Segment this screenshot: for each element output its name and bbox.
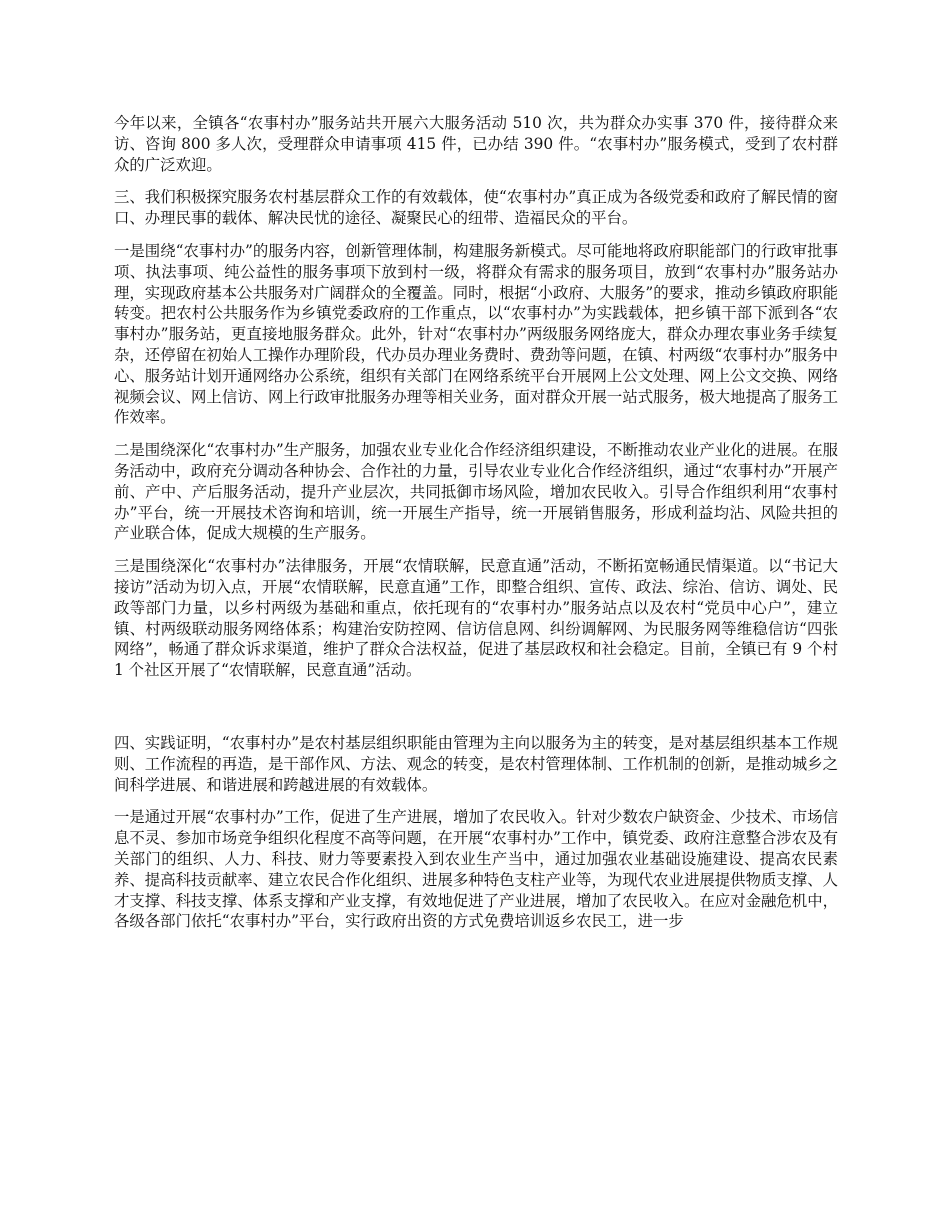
paragraph-production-service: 二是围绕深化“农事村办”生产服务，加强农业专业化合作经济组织建设，不断推动农业产业化的进展。在服务活动中，政府充分调动各种协会、合作社的力量，引导农业专业化合作经济组织，通过“农事村办”开展产前、产中、产后服务活动，提升产业层次，共同抵御市场风险，增加农民收入。引导合作组织利用“农事村办”平台，统一开展技术咨询和培训，统一开展生产指导，统一开展销售服务，形成利益均沾、风险共担的产业联合体，促成大规模的生产服务。: [114, 441, 838, 543]
section-spacer: [114, 693, 838, 733]
paragraph-section-four: 四、实践证明，“农事村办”是农村基层组织职能由管理为主向以服务为主的转变，是对基层组织基本工作规则、工作流程的再造，是干部作风、方法、观念的转变，是农村管理体制、工作机制的创新，是推动城乡之间科学进展、和谐进展和跨越进展的有效载体。: [114, 733, 838, 794]
paragraph-service-content: 一是围绕“农事村办”的服务内容，创新管理体制，构建服务新模式。尽可能地将政府职能部门的行政审批事项、执法事项、纯公益性的服务事项下放到村一级，将群众有需求的服务项目，放到“农事村办”服务站办理，实现政府基本公共服务对广阔群众的全覆盖。同时，根据“小政府、大服务”的要求，推动乡镇政府职能转变。把农村公共服务作为乡镇党委政府的工作重点，以“农事村办”为实践载体，把乡镇干部下派到各“农事村办”服务站，更直接地服务群众。此外，针对“农事村办”两级服务网络庞大，群众办理农事业务手续复杂，还停留在初始人工操作办理阶段，代办员办理业务费时、费劲等问题，在镇、村两级“农事村办”服务中心、服务站计划开通网络办公系统，组织有关部门在网络系统平台开展网上公文处理、网上公文交换、网络视频会议、网上信访、网上行政审批服务办理等相关业务，面对群众开展一站式服务，极大地提高了服务工作效率。: [114, 241, 838, 427]
paragraph-legal-service: 三是围绕深化“农事村办”法律服务，开展“农情联解，民意直通”活动，不断拓宽畅通民情渠道。以“书记大接访”活动为切入点，开展“农情联解，民意直通”工作，即整合组织、宣传、政法、综治、信访、调处、民政等部门力量，以乡村两级为基础和重点，依托现有的“农事村办”服务站点以及农村“党员中心户”，建立镇、村两级联动服务网络体系；构建治安防控网、信访信息网、纠纷调解网、为民服务网等维稳信访“四张网络”，畅通了群众诉求渠道，维护了群众合法权益，促进了基层政权和社会稳定。目前，全镇已有 9 个村 1 个社区开展了“农情联解，民意直通”活动。: [114, 557, 838, 680]
paragraph-income-growth: 一是通过开展“农事村办”工作，促进了生产进展，增加了农民收入。针对少数农户缺资金、少技术、市场信息不灵、参加市场竞争组织化程度不高等问题，在开展“农事村办”工作中，镇党委、政府注意整合涉农及有关部门的组织、人力、科技、财力等要素投入到农业生产当中，通过加强农业基础设施建设、提高农民素养、提高科技贡献率、建立农民合作化组织、进展多种特色支柱产业等，为现代农业进展提供物质支撑、人才支撑、科技支撑、体系支撑和产业支撑，有效地促进了产业进展，增加了农民收入。在应对金融危机中，各级各部门依托“农事村办”平台，实行政府出资的方式免费培训返乡农民工，进一步: [114, 808, 838, 931]
paragraph-section-three: 三、我们积极探究服务农村基层群众工作的有效载体，使“农事村办”真正成为各级党委和政府了解民情的窗口、办理民事的载体、解决民忧的途径、凝聚民心的纽带、造福民众的平台。: [114, 188, 838, 228]
document-page: [114, 113, 838, 944]
paragraph-service-stats: 今年以来，全镇各“农事村办”服务站共开展六大服务活动 510 次，共为群众办实事 370 件，接待群众来访、咨询 800 多人次，受理群众申请事项 415 件，已办结 390 件。“农事村办”服务模式，受到了农村群众的广泛欢迎。: [114, 114, 838, 174]
